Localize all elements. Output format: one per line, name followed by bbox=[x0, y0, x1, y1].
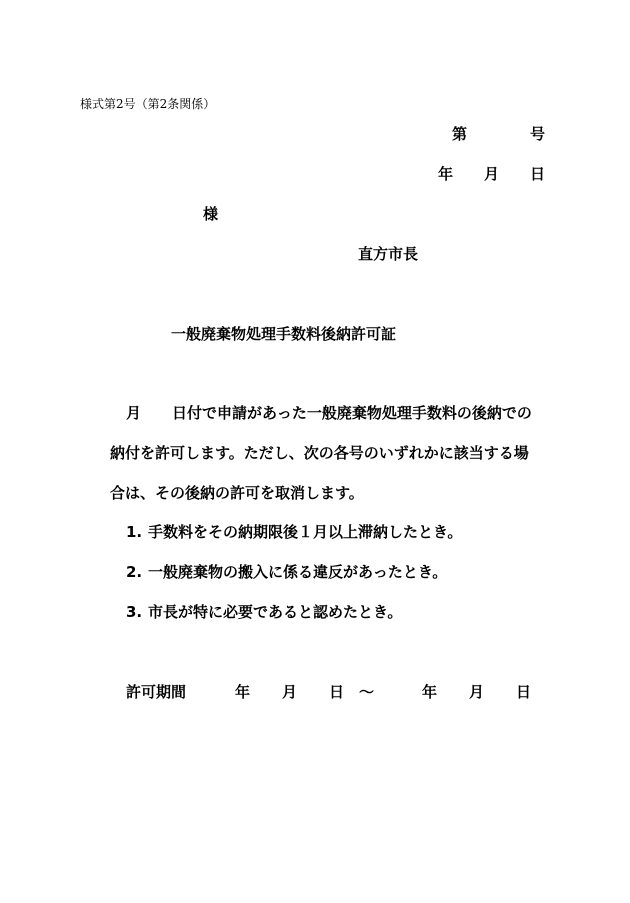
condition-text: 手数料をその納期限後１月以上滞納したとき。 bbox=[148, 523, 463, 541]
permit-period-label: 許可期間 bbox=[126, 683, 187, 701]
issue-date-month: 月 bbox=[484, 165, 500, 183]
document-number-prefix: 第 bbox=[452, 125, 468, 143]
addressee-honorific: 様 bbox=[203, 205, 219, 223]
period-to-year: 年 bbox=[422, 683, 438, 701]
condition-item-2 bbox=[126, 565, 447, 580]
condition-number: 1. bbox=[126, 523, 143, 541]
period-to-day: 日 bbox=[516, 683, 532, 701]
issuer-name: 直方市長 bbox=[358, 245, 419, 263]
period-from-day: 日 bbox=[329, 683, 345, 701]
condition-text: 一般廃棄物の搬入に係る違反があったとき。 bbox=[148, 563, 448, 581]
condition-item-1 bbox=[126, 525, 462, 540]
issue-date-year: 年 bbox=[438, 165, 454, 183]
condition-number: 3. bbox=[126, 603, 143, 621]
body-line-3: 合は、その後納の許可を取消します。 bbox=[110, 484, 364, 502]
body-month: 月 bbox=[126, 404, 142, 422]
condition-text: 市長が特に必要であると認めたとき。 bbox=[148, 603, 403, 621]
period-from-month: 月 bbox=[282, 683, 298, 701]
form-number-label: 様式第2号（第2条関係） bbox=[80, 97, 216, 111]
body-line-1: 日付で申請があった一般廃棄物処理手数料の後納での bbox=[172, 404, 532, 422]
document-number-suffix: 号 bbox=[530, 125, 546, 143]
body-line-2: 納付を許可します。ただし、次の各号のいずれかに該当する場 bbox=[110, 444, 529, 462]
condition-item-3 bbox=[126, 605, 402, 620]
condition-number: 2. bbox=[126, 563, 143, 581]
document-title: 一般廃棄物処理手数料後納許可証 bbox=[171, 325, 397, 343]
period-from-year: 年 bbox=[235, 683, 251, 701]
period-to-month: 月 bbox=[469, 683, 485, 701]
issue-date-day: 日 bbox=[530, 165, 546, 183]
period-tilde: ～ bbox=[359, 683, 375, 701]
